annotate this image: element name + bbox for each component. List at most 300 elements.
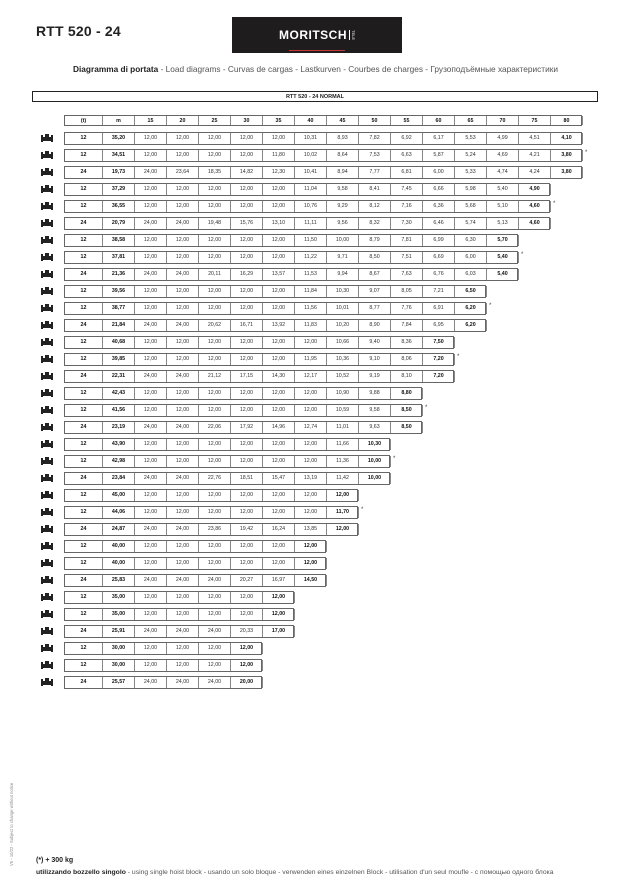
capacity-cell: 12,00 bbox=[199, 184, 231, 195]
capacity-cell: 13,92 bbox=[263, 320, 295, 331]
capacity-cell: 12,00 bbox=[199, 541, 231, 552]
capacity-cell: 12,00 bbox=[199, 439, 231, 450]
load-cell: 12 bbox=[65, 354, 103, 365]
capacity-cell: 12,00 bbox=[295, 337, 327, 348]
capacity-cell: 6,00 bbox=[423, 167, 455, 178]
capacity-cell: 12,00 bbox=[263, 133, 295, 144]
capacity-cell: 5,98 bbox=[455, 184, 487, 195]
capacity-cell: 7,76 bbox=[391, 303, 423, 314]
capacity-cell: 12,00 bbox=[167, 609, 199, 620]
table-row bbox=[64, 608, 294, 621]
load-cell: 24 bbox=[65, 269, 103, 280]
asterisk-marker: * bbox=[393, 456, 396, 462]
capacity-cell: 7,20 bbox=[423, 354, 455, 365]
capacity-cell: 12,00 bbox=[167, 184, 199, 195]
capacity-cell: 12,00 bbox=[231, 354, 263, 365]
capacity-cell: 12,00 bbox=[231, 133, 263, 144]
column-header: 15 bbox=[135, 116, 167, 125]
capacity-cell: 5,70 bbox=[487, 235, 519, 246]
table-row bbox=[64, 149, 582, 162]
capacity-cell: 12,00 bbox=[135, 456, 167, 467]
crane-config-icon bbox=[41, 473, 53, 483]
column-header: 60 bbox=[423, 116, 455, 125]
capacity-cell: 8,80 bbox=[391, 388, 423, 399]
capacity-cell: 12,00 bbox=[199, 337, 231, 348]
column-header: (t) bbox=[65, 116, 103, 125]
capacity-cell: 5,40 bbox=[487, 269, 519, 280]
page-subtitle bbox=[0, 64, 631, 74]
capacity-cell: 11,50 bbox=[295, 235, 327, 246]
crane-config-icon bbox=[41, 524, 53, 534]
table-row bbox=[64, 285, 486, 298]
load-cell: 12 bbox=[65, 235, 103, 246]
capacity-cell: 6,95 bbox=[423, 320, 455, 331]
capacity-cell: 20,27 bbox=[231, 575, 263, 586]
capacity-cell: 12,00 bbox=[263, 609, 295, 620]
crane-config-icon bbox=[41, 337, 53, 347]
capacity-cell: 5,33 bbox=[455, 167, 487, 178]
capacity-cell: 24,00 bbox=[135, 422, 167, 433]
capacity-cell: 12,00 bbox=[167, 405, 199, 416]
capacity-cell: 10,90 bbox=[327, 388, 359, 399]
crane-config-icon bbox=[41, 541, 53, 551]
capacity-cell: 11,95 bbox=[295, 354, 327, 365]
capacity-cell: 12,00 bbox=[135, 643, 167, 654]
capacity-cell: 12,00 bbox=[231, 490, 263, 501]
capacity-cell: 8,36 bbox=[391, 337, 423, 348]
crane-config-icon bbox=[41, 660, 53, 670]
capacity-cell: 12,00 bbox=[135, 507, 167, 518]
capacity-cell: 12,00 bbox=[231, 405, 263, 416]
table-row bbox=[64, 336, 454, 349]
capacity-cell: 13,85 bbox=[295, 524, 327, 535]
capacity-cell: 12,00 bbox=[263, 558, 295, 569]
capacity-cell: 9,94 bbox=[327, 269, 359, 280]
capacity-cell: 12,00 bbox=[199, 558, 231, 569]
crane-config-icon bbox=[41, 558, 53, 568]
capacity-cell: 12,00 bbox=[167, 541, 199, 552]
capacity-cell: 8,05 bbox=[391, 286, 423, 297]
capacity-cell: 12,00 bbox=[199, 286, 231, 297]
capacity-cell: 11,42 bbox=[327, 473, 359, 484]
capacity-cell: 5,40 bbox=[487, 252, 519, 263]
load-cell: 24 bbox=[65, 320, 103, 331]
asterisk-marker: * bbox=[361, 507, 364, 513]
load-cell: 12 bbox=[65, 150, 103, 161]
capacity-cell: 12,00 bbox=[295, 439, 327, 450]
reach-cell: 24,87 bbox=[103, 524, 135, 535]
capacity-cell: 9,56 bbox=[327, 218, 359, 229]
crane-config-icon bbox=[41, 371, 53, 381]
capacity-cell: 24,00 bbox=[135, 524, 167, 535]
capacity-cell: 12,00 bbox=[263, 439, 295, 450]
capacity-cell: 8,93 bbox=[327, 133, 359, 144]
column-header: 40 bbox=[295, 116, 327, 125]
table-row bbox=[64, 353, 454, 366]
capacity-cell: 12,00 bbox=[135, 354, 167, 365]
reach-cell: 42,98 bbox=[103, 456, 135, 467]
capacity-cell: 5,24 bbox=[455, 150, 487, 161]
capacity-cell: 9,29 bbox=[327, 201, 359, 212]
capacity-cell: 6,81 bbox=[391, 167, 423, 178]
reach-cell: 38,58 bbox=[103, 235, 135, 246]
capacity-cell: 9,19 bbox=[359, 371, 391, 382]
capacity-cell: 12,00 bbox=[199, 133, 231, 144]
capacity-cell: 16,29 bbox=[231, 269, 263, 280]
capacity-cell: 7,84 bbox=[391, 320, 423, 331]
capacity-cell: 14,82 bbox=[231, 167, 263, 178]
capacity-cell: 12,00 bbox=[167, 303, 199, 314]
capacity-cell: 13,19 bbox=[295, 473, 327, 484]
capacity-cell: 12,00 bbox=[295, 507, 327, 518]
footnote-bold: utilizzando bozzello singolo bbox=[36, 869, 126, 876]
capacity-cell: 20,11 bbox=[199, 269, 231, 280]
capacity-cell: 10,01 bbox=[327, 303, 359, 314]
side-note: V5 - 10/22 - Subject to change without notice bbox=[9, 782, 14, 866]
capacity-cell: 7,45 bbox=[391, 184, 423, 195]
capacity-cell: 20,00 bbox=[231, 677, 263, 688]
capacity-cell: 12,00 bbox=[295, 541, 327, 552]
reach-cell: 37,29 bbox=[103, 184, 135, 195]
capacity-cell: 23,64 bbox=[167, 167, 199, 178]
capacity-cell: 12,00 bbox=[263, 286, 295, 297]
capacity-cell: 12,00 bbox=[263, 592, 295, 603]
capacity-cell: 7,53 bbox=[359, 150, 391, 161]
capacity-cell: 6,76 bbox=[423, 269, 455, 280]
capacity-cell: 4,74 bbox=[487, 167, 519, 178]
capacity-cell: 21,12 bbox=[199, 371, 231, 382]
capacity-cell: 12,00 bbox=[167, 354, 199, 365]
capacity-cell: 24,00 bbox=[167, 269, 199, 280]
footnote-line2 bbox=[36, 869, 554, 876]
reach-cell: 21,36 bbox=[103, 269, 135, 280]
capacity-cell: 7,50 bbox=[423, 337, 455, 348]
capacity-cell: 10,41 bbox=[295, 167, 327, 178]
capacity-cell: 16,24 bbox=[263, 524, 295, 535]
capacity-cell: 24,00 bbox=[167, 677, 199, 688]
reach-cell: 30,00 bbox=[103, 660, 135, 671]
capacity-cell: 10,66 bbox=[327, 337, 359, 348]
asterisk-marker: * bbox=[553, 201, 556, 207]
table-row bbox=[64, 166, 582, 179]
capacity-cell: 3,80 bbox=[551, 167, 583, 178]
table-row bbox=[64, 659, 262, 672]
subtitle-rest: - Load diagrams - Curvas de cargas - Lastkurven - Courbes de charges - Грузоподъёмные характеристики bbox=[158, 64, 558, 74]
capacity-cell: 12,00 bbox=[295, 388, 327, 399]
load-cell: 12 bbox=[65, 439, 103, 450]
capacity-cell: 12,00 bbox=[167, 133, 199, 144]
reach-cell: 25,57 bbox=[103, 677, 135, 688]
logo-underline bbox=[289, 50, 345, 51]
table-row bbox=[64, 455, 390, 468]
capacity-cell: 15,76 bbox=[231, 218, 263, 229]
reach-cell: 42,43 bbox=[103, 388, 135, 399]
capacity-cell: 12,00 bbox=[295, 558, 327, 569]
crane-config-icon bbox=[41, 354, 53, 364]
reach-cell: 39,56 bbox=[103, 286, 135, 297]
capacity-cell: 12,00 bbox=[199, 609, 231, 620]
capacity-cell: 4,51 bbox=[519, 133, 551, 144]
capacity-cell: 12,00 bbox=[167, 252, 199, 263]
capacity-cell: 12,00 bbox=[135, 252, 167, 263]
capacity-cell: 12,00 bbox=[135, 235, 167, 246]
crane-config-icon bbox=[41, 184, 53, 194]
capacity-cell: 12,74 bbox=[295, 422, 327, 433]
capacity-cell: 12,00 bbox=[135, 150, 167, 161]
reach-cell: 23,84 bbox=[103, 473, 135, 484]
capacity-cell: 24,00 bbox=[167, 473, 199, 484]
logo-text: MORITSCH bbox=[279, 28, 347, 42]
asterisk-marker: * bbox=[489, 303, 492, 309]
capacity-cell: 10,00 bbox=[359, 473, 391, 484]
capacity-cell: 18,35 bbox=[199, 167, 231, 178]
load-cell: 12 bbox=[65, 286, 103, 297]
capacity-cell: 6,30 bbox=[455, 235, 487, 246]
capacity-cell: 4,90 bbox=[519, 184, 551, 195]
capacity-cell: 12,00 bbox=[263, 490, 295, 501]
load-cell: 12 bbox=[65, 201, 103, 212]
reach-cell: 35,20 bbox=[103, 133, 135, 144]
capacity-cell: 24,00 bbox=[135, 371, 167, 382]
capacity-cell: 12,00 bbox=[231, 643, 263, 654]
capacity-cell: 5,74 bbox=[455, 218, 487, 229]
capacity-cell: 10,36 bbox=[327, 354, 359, 365]
capacity-cell: 24,00 bbox=[167, 320, 199, 331]
capacity-cell: 12,00 bbox=[263, 235, 295, 246]
capacity-cell: 11,36 bbox=[327, 456, 359, 467]
capacity-cell: 8,50 bbox=[359, 252, 391, 263]
capacity-cell: 6,63 bbox=[391, 150, 423, 161]
table-row bbox=[64, 387, 422, 400]
capacity-cell: 6,50 bbox=[455, 286, 487, 297]
capacity-cell: 12,00 bbox=[167, 643, 199, 654]
table-header-row bbox=[64, 115, 582, 126]
capacity-cell: 7,51 bbox=[391, 252, 423, 263]
capacity-cell: 5,10 bbox=[487, 201, 519, 212]
reach-cell: 39,85 bbox=[103, 354, 135, 365]
column-header: 20 bbox=[167, 116, 199, 125]
load-cell: 24 bbox=[65, 218, 103, 229]
model-title: RTT 520 - 24 bbox=[36, 23, 121, 39]
capacity-cell: 12,00 bbox=[231, 456, 263, 467]
capacity-cell: 10,00 bbox=[359, 456, 391, 467]
load-cell: 12 bbox=[65, 490, 103, 501]
capacity-cell: 12,00 bbox=[295, 405, 327, 416]
crane-config-icon bbox=[41, 201, 53, 211]
crane-config-icon bbox=[41, 490, 53, 500]
capacity-cell: 8,06 bbox=[391, 354, 423, 365]
capacity-cell: 14,30 bbox=[263, 371, 295, 382]
capacity-cell: 12,00 bbox=[263, 388, 295, 399]
capacity-cell: 12,17 bbox=[295, 371, 327, 382]
capacity-cell: 12,00 bbox=[231, 150, 263, 161]
capacity-cell: 12,00 bbox=[327, 490, 359, 501]
column-header: 30 bbox=[231, 116, 263, 125]
capacity-cell: 4,69 bbox=[487, 150, 519, 161]
capacity-cell: 8,77 bbox=[359, 303, 391, 314]
table-row bbox=[64, 557, 326, 570]
column-header: 75 bbox=[519, 116, 551, 125]
capacity-cell: 20,33 bbox=[231, 626, 263, 637]
reach-cell: 40,00 bbox=[103, 558, 135, 569]
capacity-cell: 24,00 bbox=[199, 626, 231, 637]
capacity-cell: 5,40 bbox=[487, 184, 519, 195]
capacity-cell: 12,00 bbox=[327, 524, 359, 535]
capacity-cell: 12,00 bbox=[135, 201, 167, 212]
reach-cell: 40,00 bbox=[103, 541, 135, 552]
capacity-cell: 12,00 bbox=[135, 405, 167, 416]
capacity-cell: 24,00 bbox=[135, 626, 167, 637]
capacity-cell: 12,00 bbox=[231, 286, 263, 297]
crane-config-icon bbox=[41, 286, 53, 296]
capacity-cell: 5,87 bbox=[423, 150, 455, 161]
capacity-cell: 12,00 bbox=[135, 286, 167, 297]
capacity-cell: 5,68 bbox=[455, 201, 487, 212]
capacity-cell: 9,40 bbox=[359, 337, 391, 348]
capacity-cell: 24,00 bbox=[167, 575, 199, 586]
capacity-cell: 8,94 bbox=[327, 167, 359, 178]
reach-cell: 35,00 bbox=[103, 609, 135, 620]
reach-cell: 40,68 bbox=[103, 337, 135, 348]
crane-config-icon bbox=[41, 320, 53, 330]
capacity-cell: 6,03 bbox=[455, 269, 487, 280]
reach-cell: 30,00 bbox=[103, 643, 135, 654]
capacity-cell: 4,60 bbox=[519, 218, 551, 229]
capacity-cell: 12,00 bbox=[135, 592, 167, 603]
capacity-cell: 12,00 bbox=[167, 286, 199, 297]
load-cell: 24 bbox=[65, 422, 103, 433]
load-cell: 12 bbox=[65, 388, 103, 399]
capacity-cell: 24,00 bbox=[167, 524, 199, 535]
capacity-cell: 12,00 bbox=[263, 184, 295, 195]
capacity-cell: 9,07 bbox=[359, 286, 391, 297]
reach-cell: 36,55 bbox=[103, 201, 135, 212]
capacity-cell: 12,00 bbox=[199, 456, 231, 467]
capacity-cell: 8,67 bbox=[359, 269, 391, 280]
capacity-cell: 11,66 bbox=[327, 439, 359, 450]
table-row bbox=[64, 676, 262, 689]
logo-mark: TELE bbox=[351, 29, 356, 40]
table-row bbox=[64, 625, 294, 638]
capacity-cell: 12,00 bbox=[199, 235, 231, 246]
capacity-cell: 22,06 bbox=[199, 422, 231, 433]
capacity-cell: 12,00 bbox=[231, 252, 263, 263]
capacity-cell: 8,10 bbox=[391, 371, 423, 382]
capacity-cell: 12,00 bbox=[167, 388, 199, 399]
capacity-cell: 12,30 bbox=[263, 167, 295, 178]
capacity-cell: 12,00 bbox=[231, 337, 263, 348]
capacity-cell: 6,46 bbox=[423, 218, 455, 229]
table-row bbox=[64, 472, 390, 485]
capacity-cell: 12,00 bbox=[199, 201, 231, 212]
capacity-cell: 10,02 bbox=[295, 150, 327, 161]
capacity-cell: 12,00 bbox=[135, 439, 167, 450]
capacity-cell: 16,71 bbox=[231, 320, 263, 331]
table-row bbox=[64, 574, 326, 587]
capacity-cell: 11,53 bbox=[295, 269, 327, 280]
load-cell: 24 bbox=[65, 524, 103, 535]
capacity-cell: 12,00 bbox=[263, 405, 295, 416]
capacity-cell: 24,00 bbox=[167, 218, 199, 229]
reach-cell: 43,90 bbox=[103, 439, 135, 450]
capacity-cell: 24,00 bbox=[167, 626, 199, 637]
table-row bbox=[64, 523, 358, 536]
capacity-cell: 11,22 bbox=[295, 252, 327, 263]
capacity-cell: 3,80 bbox=[551, 150, 583, 161]
table-banner: RTT 520 - 24 NORMAL bbox=[32, 91, 598, 102]
load-cell: 12 bbox=[65, 456, 103, 467]
capacity-cell: 12,00 bbox=[135, 388, 167, 399]
capacity-cell: 7,21 bbox=[423, 286, 455, 297]
capacity-cell: 12,00 bbox=[135, 541, 167, 552]
capacity-cell: 12,00 bbox=[167, 150, 199, 161]
reach-cell: 38,77 bbox=[103, 303, 135, 314]
capacity-cell: 12,00 bbox=[167, 439, 199, 450]
capacity-cell: 24,00 bbox=[135, 677, 167, 688]
capacity-cell: 24,00 bbox=[199, 575, 231, 586]
capacity-cell: 12,00 bbox=[167, 201, 199, 212]
capacity-cell: 11,11 bbox=[295, 218, 327, 229]
reach-cell: 35,00 bbox=[103, 592, 135, 603]
capacity-cell: 10,59 bbox=[327, 405, 359, 416]
table-row bbox=[64, 489, 358, 502]
load-cell: 12 bbox=[65, 507, 103, 518]
capacity-cell: 4,60 bbox=[519, 201, 551, 212]
capacity-cell: 11,01 bbox=[327, 422, 359, 433]
capacity-cell: 6,99 bbox=[423, 235, 455, 246]
asterisk-marker: * bbox=[521, 252, 524, 258]
capacity-cell: 24,00 bbox=[135, 167, 167, 178]
footnote-rest: - using single hoist block - usando un solo bloque - verwenden eines einzelnen Block - utilisation d'un seul moufle - с помощью одного блока bbox=[125, 869, 554, 876]
capacity-cell: 12,00 bbox=[199, 643, 231, 654]
load-cell: 12 bbox=[65, 643, 103, 654]
capacity-cell: 10,76 bbox=[295, 201, 327, 212]
capacity-cell: 24,00 bbox=[135, 575, 167, 586]
capacity-cell: 13,10 bbox=[263, 218, 295, 229]
crane-config-icon bbox=[41, 439, 53, 449]
column-header: 35 bbox=[263, 116, 295, 125]
reach-cell: 21,84 bbox=[103, 320, 135, 331]
table-row bbox=[64, 132, 582, 145]
load-cell: 12 bbox=[65, 337, 103, 348]
table-row bbox=[64, 200, 550, 213]
capacity-cell: 9,63 bbox=[359, 422, 391, 433]
capacity-cell: 8,32 bbox=[359, 218, 391, 229]
capacity-cell: 18,51 bbox=[231, 473, 263, 484]
reach-cell: 34,51 bbox=[103, 150, 135, 161]
reach-cell: 23,19 bbox=[103, 422, 135, 433]
capacity-cell: 9,10 bbox=[359, 354, 391, 365]
column-header: 65 bbox=[455, 116, 487, 125]
capacity-cell: 10,52 bbox=[327, 371, 359, 382]
capacity-cell: 6,17 bbox=[423, 133, 455, 144]
capacity-cell: 12,00 bbox=[231, 592, 263, 603]
capacity-cell: 9,71 bbox=[327, 252, 359, 263]
capacity-cell: 4,24 bbox=[519, 167, 551, 178]
capacity-cell: 8,79 bbox=[359, 235, 391, 246]
crane-config-icon bbox=[41, 677, 53, 687]
capacity-cell: 7,82 bbox=[359, 133, 391, 144]
capacity-cell: 8,50 bbox=[391, 422, 423, 433]
crane-config-icon bbox=[41, 167, 53, 177]
crane-config-icon bbox=[41, 150, 53, 160]
load-cell: 24 bbox=[65, 677, 103, 688]
capacity-cell: 12,00 bbox=[135, 490, 167, 501]
capacity-cell: 15,47 bbox=[263, 473, 295, 484]
subtitle-bold: Diagramma di portata bbox=[73, 64, 159, 74]
capacity-cell: 12,00 bbox=[199, 388, 231, 399]
crane-config-icon bbox=[41, 643, 53, 653]
